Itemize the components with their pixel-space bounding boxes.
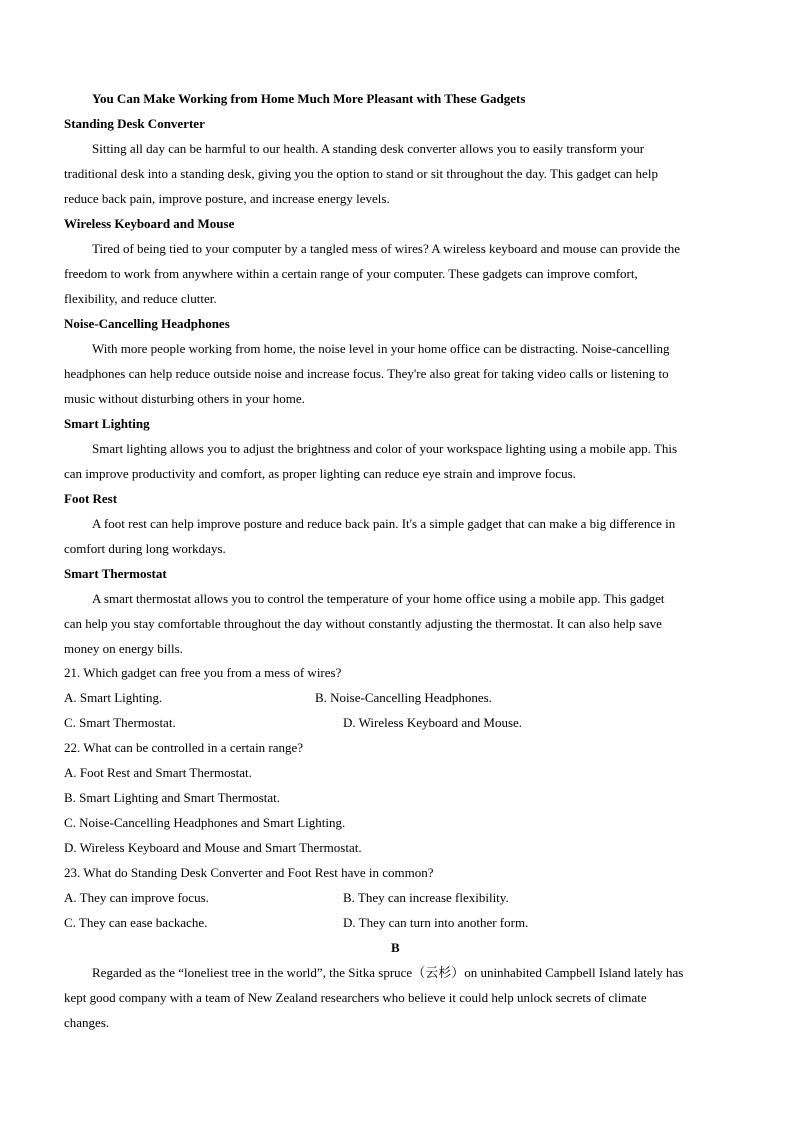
paragraph-line: changes.: [64, 1015, 110, 1030]
paragraph-line: kept good company with a team of New Zealand researchers who believe it could help unlock secrets of climate: [64, 990, 647, 1005]
section-heading-smart-thermostat: Smart Thermostat: [64, 566, 167, 581]
question-23-stem: 23. What do Standing Desk Converter and Foot Rest have in common?: [64, 865, 434, 880]
question-22-option-c: C. Noise-Cancelling Headphones and Smart Lighting.: [64, 815, 346, 830]
paragraph-line: Smart lighting allows you to adjust the brightness and color of your workspace lighting using a mobile app. This: [92, 441, 678, 456]
paragraph-line: Sitting all day can be harmful to our health. A standing desk converter allows you to easily transform your: [92, 141, 645, 156]
question-21-option-c: C. Smart Thermostat.: [64, 715, 176, 730]
section-heading-standing-desk: Standing Desk Converter: [64, 116, 205, 131]
section-heading-foot-rest: Foot Rest: [64, 491, 118, 506]
paragraph-line: money on energy bills.: [64, 641, 183, 656]
question-22-option-d: D. Wireless Keyboard and Mouse and Smart Thermostat.: [64, 840, 362, 855]
paragraph-line: freedom to work from anywhere within a certain range of your computer. These gadgets can improve comfort,: [64, 266, 638, 281]
question-21-option-a: A. Smart Lighting.: [64, 690, 163, 705]
paragraph-line: A foot rest can help improve posture and reduce back pain. It's a simple gadget that can make a big difference in: [92, 516, 676, 531]
paragraph-line: can help you stay comfortable throughout the day without constantly adjusting the thermostat. It can also help save: [64, 616, 662, 631]
question-22-option-a: A. Foot Rest and Smart Thermostat.: [64, 765, 252, 780]
question-21-option-d: D. Wireless Keyboard and Mouse.: [343, 715, 523, 730]
paragraph-line: comfort during long workdays.: [64, 541, 226, 556]
paragraph-line: A smart thermostat allows you to control the temperature of your home office using a mobile app. This gadget: [92, 591, 665, 606]
question-21-option-b: B. Noise-Cancelling Headphones.: [315, 690, 492, 705]
section-heading-noise-cancelling: Noise-Cancelling Headphones: [64, 316, 230, 331]
section-heading-smart-lighting: Smart Lighting: [64, 416, 150, 431]
paragraph-line: headphones can help reduce outside noise and increase focus. They're also great for taking video calls or listening to: [64, 366, 669, 381]
section-heading-wireless-keyboard: Wireless Keyboard and Mouse: [64, 216, 235, 231]
part-b-label: B: [391, 940, 400, 955]
paragraph-line: traditional desk into a standing desk, giving you the option to stand or sit throughout the day. This gadget can help: [64, 166, 658, 181]
question-21-stem: 21. Which gadget can free you from a mess of wires?: [64, 665, 342, 680]
question-23-option-d: D. They can turn into another form.: [343, 915, 529, 930]
article-title: You Can Make Working from Home Much More Pleasant with These Gadgets: [92, 91, 526, 106]
paragraph-line: Tired of being tied to your computer by a tangled mess of wires? A wireless keyboard and mouse can provide the: [92, 241, 680, 256]
paragraph-line: can improve productivity and comfort, as proper lighting can reduce eye strain and improve focus.: [64, 466, 576, 481]
paragraph-line: With more people working from home, the noise level in your home office can be distracting. Noise-cancelling: [92, 341, 670, 356]
question-23-option-a: A. They can improve focus.: [64, 890, 209, 905]
paragraph-line: music without disturbing others in your home.: [64, 391, 305, 406]
question-22-stem: 22. What can be controlled in a certain range?: [64, 740, 304, 755]
paragraph-line: Regarded as the “loneliest tree in the world”, the Sitka spruce（云杉）on uninhabited Campbell Island lately has: [92, 965, 684, 980]
question-23-option-c: C. They can ease backache.: [64, 915, 208, 930]
paragraph-line: reduce back pain, improve posture, and increase energy levels.: [64, 191, 390, 206]
question-22-option-b: B. Smart Lighting and Smart Thermostat.: [64, 790, 281, 805]
question-23-option-b: B. They can increase flexibility.: [343, 890, 509, 905]
paragraph-line: flexibility, and reduce clutter.: [64, 291, 217, 306]
